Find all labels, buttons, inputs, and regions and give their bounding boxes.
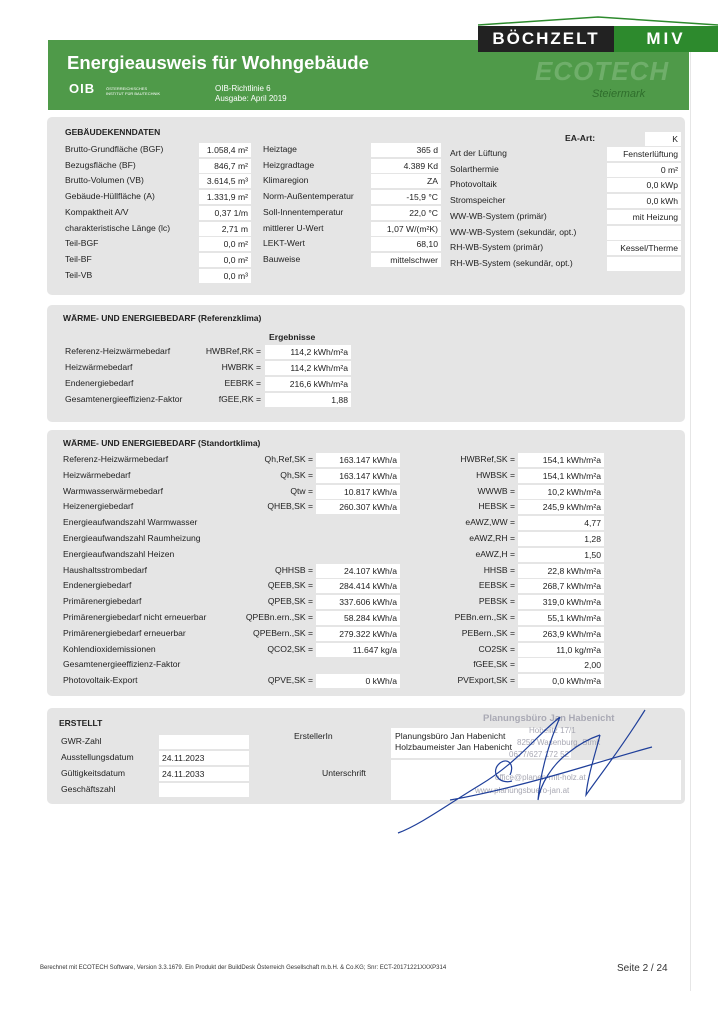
field-value: 24.107 kWh/a: [316, 564, 400, 578]
field-value: 1.058,4 m²: [199, 143, 251, 157]
field-symbol: HEBSK =: [478, 501, 515, 512]
field-symbol: PEBern.,SK =: [461, 627, 515, 638]
field-value: 55,1 kWh/m²a: [518, 611, 604, 625]
field-label: Primärenergiebedarf nicht erneuerbar: [63, 612, 207, 622]
field-value: ZA: [371, 174, 441, 188]
field-value: 263,9 kWh/m²a: [518, 627, 604, 641]
gebaeudekenndaten-panel: [47, 117, 685, 295]
field-value: 1,88: [265, 393, 351, 407]
field-symbol: eAWZ,WW =: [465, 517, 515, 528]
field-symbol: QPEBn.ern.,SK =: [245, 612, 313, 622]
field-value: Fensterlüftung: [607, 147, 681, 161]
field-label: Primärenergiebedarf erneuerbar: [63, 627, 186, 638]
field-symbol: HWBRef,SK =: [460, 454, 515, 464]
field-value: 4,77: [518, 516, 604, 530]
field-label: Photovoltaik: [450, 179, 497, 190]
field-symbol: HWBRK =: [221, 362, 261, 372]
field-value: 268,7 kWh/m²a: [518, 579, 604, 593]
ea-art-value: K: [645, 132, 681, 146]
field-value: 337.606 kWh/a: [316, 595, 400, 609]
field-symbol: eAWZ,H =: [475, 548, 515, 559]
field-symbol: Qh,Ref,SK =: [264, 454, 313, 464]
field-label: Heizwärmebedarf: [63, 469, 131, 480]
field-value: 114,2 kWh/m²a: [265, 345, 351, 359]
field-label: Ausstellungsdatum: [61, 752, 134, 762]
field-symbol: PEBSK =: [478, 596, 515, 607]
field-value: 365 d: [371, 143, 441, 157]
field-symbol: HWBSK =: [476, 469, 515, 480]
field-value: Kessel/Therme: [607, 241, 681, 255]
field-label: Norm-Außentemperatur: [263, 191, 354, 202]
field-label: Stromspeicher: [450, 195, 506, 206]
unterschrift-label: Unterschrift: [322, 768, 366, 778]
field-label: Warmwasserwärmebedarf: [63, 485, 163, 496]
field-label: Brutto-Grundfläche (BGF): [65, 144, 164, 154]
field-value: 0,0 m²: [199, 253, 251, 267]
field-label: Endenergiebedarf: [63, 580, 132, 591]
field-symbol: EEBSK =: [478, 580, 515, 591]
field-symbol: HHSB =: [483, 564, 515, 575]
field-value: 4.389 Kd: [371, 159, 441, 173]
field-symbol: PEBn.ern.,SK =: [454, 612, 515, 622]
field-label: Primärenergiebedarf: [63, 596, 142, 607]
stamp-line: 0677/627 172 52: [509, 750, 570, 759]
field-symbol: QEEB,SK =: [267, 580, 313, 591]
field-label: Brutto-Volumen (VB): [65, 175, 144, 186]
document-title: Energieausweis für Wohngebäude: [67, 52, 369, 73]
field-value: 1,28: [518, 532, 604, 546]
field-symbol: Qh,SK =: [280, 469, 313, 480]
field-value: 2,71 m: [199, 222, 251, 236]
field-value: 1.331,9 m²: [199, 190, 251, 204]
field-symbol: QCO2,SK =: [267, 643, 313, 654]
field-value: 3.614,5 m³: [199, 174, 251, 188]
field-label: mittlerer U-Wert: [263, 222, 324, 233]
field-value: 2,00: [518, 658, 604, 672]
field-value: 10,2 kWh/m²a: [518, 485, 604, 499]
field-value: 154,1 kWh/m²a: [518, 469, 604, 483]
field-label: Heizenergiebedarf: [63, 501, 134, 512]
field-label: Energieaufwandszahl Warmwasser: [63, 517, 198, 528]
field-value: 24.11.2033: [159, 767, 249, 781]
field-value: 245,9 kWh/m²a: [518, 500, 604, 514]
field-label: Referenz-Heizwärmebedarf: [65, 346, 171, 356]
field-label: Endenergiebedarf: [65, 378, 134, 388]
richtlinie: OIB-Richtlinie 6: [215, 84, 271, 93]
field-symbol: EEBRK =: [224, 378, 261, 388]
field-value: 0,0 m³: [199, 269, 251, 283]
field-symbol: CO2SK =: [478, 643, 515, 654]
footer-text: Berechnet mit ECOTECH Software, Version 3.3.1679. Ein Produkt der BuildDesk Österreich Gesellschaft m.b.H. & Co.KG; Snr: ECT-20171221XXXP314: [40, 965, 447, 971]
field-label: Energieaufwandszahl Heizen: [63, 548, 175, 559]
field-label: Gebäude-Hüllfläche (A): [65, 191, 155, 202]
field-value: 10.817 kWh/a: [316, 485, 400, 499]
brand-name: BÖCHZELT: [478, 26, 614, 52]
oib-subtitle: ÖSTERREICHISCHES INSTITUT FÜR BAUTECHNIK: [106, 86, 161, 96]
field-label: WW-WB-System (sekundär, opt.): [450, 226, 577, 237]
field-value: 216,6 kWh/m²a: [265, 377, 351, 391]
field-value: 279.322 kWh/a: [316, 627, 400, 641]
field-label: Gesamtenergieeffizienz-Faktor: [65, 394, 183, 404]
field-label: Heizgradtage: [263, 159, 315, 170]
field-symbol: PVExport,SK =: [457, 675, 515, 686]
field-symbol: QPEB,SK =: [267, 596, 313, 607]
field-label: Teil-VB: [65, 269, 93, 280]
brand-roof-line: [478, 16, 718, 26]
stamp-line: www.planungsbuero-jan.at: [475, 786, 570, 795]
field-value: 68,10: [371, 237, 441, 251]
stamp-line: Hobelitz 17/1: [529, 726, 576, 735]
field-symbol: QHHSB =: [275, 564, 313, 575]
field-value: 24.11.2023: [159, 751, 249, 765]
ersteller-label: ErstellerIn: [294, 731, 333, 741]
field-value: 0,0 kWp: [607, 178, 681, 192]
field-label: Teil-BGF: [65, 238, 99, 249]
field-label: Soll-Innentemperatur: [263, 206, 344, 217]
ersteller-name-2: Holzbaumeister Jan Habenicht: [395, 742, 513, 752]
field-value: 319,0 kWh/m²a: [518, 595, 604, 609]
field-label: GWR-Zahl: [61, 736, 102, 746]
field-label: Bauweise: [263, 253, 301, 264]
field-symbol: fGEE,SK =: [473, 659, 515, 670]
field-value: 846,7 m²: [199, 159, 251, 173]
richtlinie-info: [215, 84, 287, 104]
field-value: 260.307 kWh/a: [316, 500, 400, 514]
field-value: 0 m²: [607, 163, 681, 177]
field-label: Klimaregion: [263, 175, 309, 186]
field-label: Kohlendioxidemissionen: [63, 643, 156, 654]
field-value: 0 kWh/a: [316, 674, 400, 688]
field-value: mittelschwer: [371, 253, 441, 267]
field-value: 22,0 °C: [371, 206, 441, 220]
field-symbol: Qtw =: [290, 485, 313, 496]
field-value: 0,37 1/m: [199, 206, 251, 220]
field-symbol: fGEE,RK =: [218, 394, 261, 404]
field-value: 284.414 kWh/a: [316, 579, 400, 593]
field-value: 22,8 kWh/m²a: [518, 564, 604, 578]
field-label: Teil-BF: [65, 253, 92, 264]
field-label: Photovoltaik-Export: [63, 675, 138, 686]
field-label: Art der Lüftung: [450, 148, 507, 158]
page-number: Seite 2 / 24: [617, 963, 668, 974]
field-label: charakteristische Länge (lc): [65, 222, 171, 233]
field-symbol: QPVE,SK =: [267, 675, 313, 686]
stamp-line: office@planen-mit-holz.at: [495, 773, 586, 782]
ecotech-logo: ECOTECH: [535, 56, 670, 86]
ea-art-label: EA-Art:: [565, 133, 596, 143]
field-symbol: QHEB,SK =: [267, 501, 313, 512]
field-label: Gültigkeitsdatum: [61, 768, 126, 778]
field-label: Kompaktheit A/V: [65, 206, 129, 217]
field-label: Haushaltsstrombedarf: [63, 564, 148, 575]
stamp-line: 8250 Wasenburg, Stmk: [517, 738, 601, 747]
field-label: Gesamtenergieeffizienz-Faktor: [63, 659, 181, 670]
stamp-title: Planungsbüro Jan Habenicht: [483, 713, 615, 724]
field-label: WW-WB-System (primär): [450, 210, 547, 221]
field-value: 0,0 kWh/m²a: [518, 674, 604, 688]
field-value: 163.147 kWh/a: [316, 469, 400, 483]
field-value: 58.284 kWh/a: [316, 611, 400, 625]
field-value: 154,1 kWh/m²a: [518, 453, 604, 467]
field-value: 0,0 m²: [199, 237, 251, 251]
field-value: 0,0 kWh: [607, 194, 681, 208]
field-label: RH-WB-System (sekundär, opt.): [450, 257, 573, 268]
section-title: GEBÄUDEKENNDATEN: [65, 127, 161, 137]
field-value: [159, 735, 249, 749]
field-label: Referenz-Heizwärmebedarf: [63, 454, 169, 464]
section-title: WÄRME- UND ENERGIEBEDARF (Standortklima): [63, 438, 261, 448]
field-symbol: eAWZ,RH =: [469, 533, 515, 543]
field-value: -15,9 °C: [371, 190, 441, 204]
oib-logo: OIB: [69, 81, 96, 96]
section-title: WÄRME- UND ENERGIEBEDARF (Referenzklima): [63, 313, 262, 323]
field-value: [159, 783, 249, 797]
field-label: Heiztage: [263, 144, 297, 154]
field-value: 11.647 kg/a: [316, 643, 400, 657]
field-label: Geschäftszahl: [61, 784, 116, 794]
field-value: mit Heizung: [607, 210, 681, 224]
field-label: Solarthermie: [450, 163, 499, 174]
field-symbol: HWBRef,RK =: [205, 346, 261, 356]
referenzklima-panel: [47, 305, 685, 422]
steiermark-label: Steiermark: [592, 88, 646, 100]
signature-image: [390, 705, 660, 840]
field-symbol: WWWB =: [477, 485, 515, 496]
field-value: 114,2 kWh/m²a: [265, 361, 351, 375]
brand-logo: [478, 26, 718, 52]
field-value: 1,07 W/(m²K): [371, 222, 441, 236]
field-value: [607, 226, 681, 240]
field-label: Heizwärmebedarf: [65, 362, 133, 372]
field-label: LEKT-Wert: [263, 238, 305, 249]
field-value: [607, 257, 681, 271]
field-symbol: QPEBern.,SK =: [253, 627, 313, 638]
field-value: 1,50: [518, 548, 604, 562]
ersteller-name-1: Planungsbüro Jan Habenicht: [395, 731, 506, 741]
brand-suffix: MIV: [614, 26, 718, 52]
field-label: Energieaufwandszahl Raumheizung: [63, 533, 201, 543]
field-label: Bezugsfläche (BF): [65, 159, 136, 170]
field-label: RH-WB-System (primär): [450, 242, 544, 253]
field-value: 11,0 kg/m²a: [518, 643, 604, 657]
field-value: 163.147 kWh/a: [316, 453, 400, 467]
section-title: ERSTELLT: [59, 718, 103, 728]
standortklima-panel: [47, 430, 685, 696]
ausgabe: Ausgabe: April 2019: [215, 94, 287, 103]
ergebnisse-label: Ergebnisse: [269, 332, 316, 342]
